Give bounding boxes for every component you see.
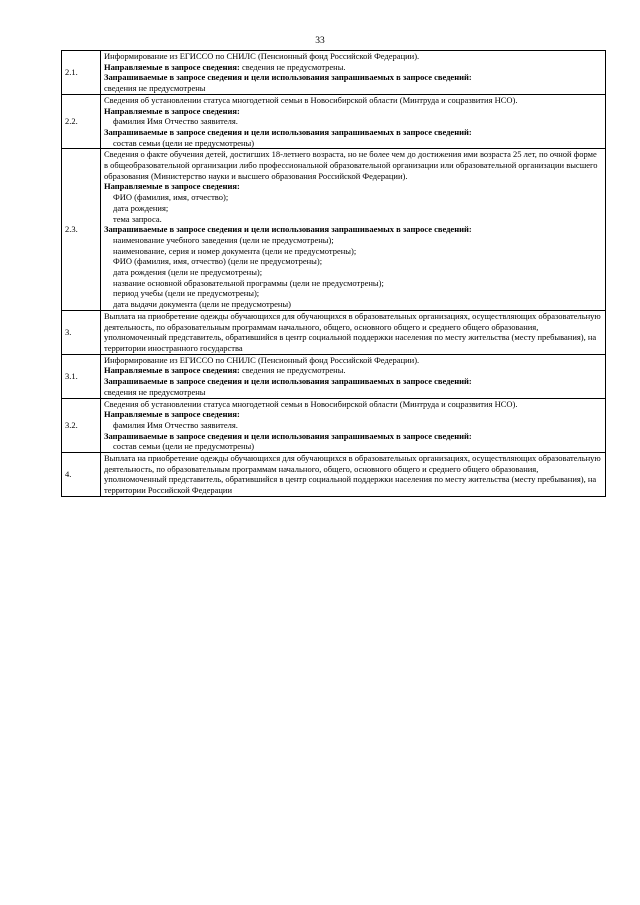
line-text: состав семьи (цели не предусмотрены) <box>113 137 255 148</box>
line-text: Сведения о факте обучения детей, достигших 18-летнего возраста, но не более чем до достижения ими возраста 25 лет, по очной форме в общеобразовательной организации либо профессиональной образовательной организации или образовательной организации высшего образования (Министерство науки и высшего образования Российской Федерации). <box>104 149 598 181</box>
content-line <box>104 106 602 117</box>
content-line <box>104 387 602 398</box>
row-content <box>101 310 606 354</box>
content-line <box>104 62 602 73</box>
content-line <box>104 409 602 420</box>
line-text: наименование, серия и номер документа (цели не предусмотрены); <box>113 245 357 256</box>
row-number: 4. <box>62 453 101 497</box>
content-line <box>104 203 602 214</box>
content-line <box>104 399 602 410</box>
table-row <box>62 354 606 398</box>
line-text: состав семьи (цели не предусмотрены) <box>113 441 255 452</box>
line-text: Сведения об установлении статуса многодетной семьи в Новосибирской области (Минтруда и соцразвития НСО). <box>104 94 518 105</box>
table-row <box>62 398 606 453</box>
line-text: тема запроса. <box>113 213 162 224</box>
content-line <box>104 267 602 278</box>
line-text: наименование учебного заведения (цели не предусмотрены); <box>113 234 334 245</box>
content-line <box>104 149 602 181</box>
content-line <box>104 299 602 310</box>
bold-label: Направляемые в запросе сведения: <box>104 409 240 420</box>
row-content <box>101 398 606 453</box>
content-line <box>104 224 602 235</box>
content-line <box>104 181 602 192</box>
row-number: 2.3. <box>62 149 101 311</box>
row-number: 2.1. <box>62 51 101 95</box>
content-line <box>104 441 602 452</box>
row-number: 2.2. <box>62 94 101 149</box>
content-line <box>104 453 602 496</box>
content-line <box>104 288 602 299</box>
line-text: период учебы (цели не предусмотрены); <box>113 288 260 299</box>
line-text: сведения не предусмотрены. <box>239 365 346 376</box>
content-line <box>104 116 602 127</box>
content-line <box>104 192 602 203</box>
table-row <box>62 51 606 95</box>
table-row <box>62 453 606 497</box>
line-text: Информирование из ЕГИССО по СНИЛС (Пенсионный фонд Российской Федерации). <box>104 51 420 61</box>
row-number: 3. <box>62 310 101 354</box>
content-line <box>104 311 602 354</box>
content-line <box>104 256 602 267</box>
bold-label: Запрашиваемые в запросе сведения и цели использования запрашиваемых в запросе сведений: <box>104 224 472 235</box>
content-line <box>104 246 602 257</box>
content-line <box>104 365 602 376</box>
row-number: 3.1. <box>62 354 101 398</box>
content-line <box>104 83 602 94</box>
line-text: название основной образовательной программы (цели не предусмотрены); <box>113 277 384 288</box>
row-content <box>101 94 606 149</box>
line-text: дата рождения; <box>113 202 169 213</box>
content-line <box>104 355 602 366</box>
content-line <box>104 214 602 225</box>
content-line <box>104 51 602 62</box>
bold-label: Направляемые в запросе сведения: <box>104 181 240 192</box>
content-line <box>104 95 602 106</box>
table-row <box>62 94 606 149</box>
content-line <box>104 72 602 83</box>
bold-label: Направляемые в запросе сведения: <box>104 61 240 72</box>
line-text: Информирование из ЕГИССО по СНИЛС (Пенсионный фонд Российской Федерации). <box>104 354 420 365</box>
content-line <box>104 278 602 289</box>
table-row <box>62 149 606 311</box>
line-text: дата выдачи документа (цели не предусмотрены) <box>113 299 291 310</box>
requirements-table <box>61 50 606 497</box>
table-row <box>62 310 606 354</box>
row-content <box>101 149 606 311</box>
page-number: 33 <box>315 36 325 46</box>
bold-label: Направляемые в запросе сведения: <box>104 105 240 116</box>
bold-label: Запрашиваемые в запросе сведения и цели использования запрашиваемых в запросе сведений: <box>104 430 472 441</box>
content-line <box>104 127 602 138</box>
row-content <box>101 453 606 497</box>
content-line <box>104 431 602 442</box>
line-text: дата рождения (цели не предусмотрены); <box>113 267 263 278</box>
bold-label: Запрашиваемые в запросе сведения и цели использования запрашиваемых в запросе сведений: <box>104 376 472 387</box>
line-text: сведения не предусмотрены <box>104 83 206 94</box>
row-content <box>101 51 606 95</box>
line-text: фамилия Имя Отчество заявителя. <box>113 419 238 430</box>
bold-label: Запрашиваемые в запросе сведения и цели использования запрашиваемых в запросе сведений: <box>104 72 472 83</box>
content-line <box>104 376 602 387</box>
bold-label: Направляемые в запросе сведения: <box>104 365 240 376</box>
line-text: Выплата на приобретение одежды обучающихся для обучающихся в образовательных организациях, осуществляющих образовательную деятельность, по образовательным программам начального, общего, основного общего и среднего общего образования, уполномоченный представитель, обратившийся в центр социальной поддержки населения по месту жительства (месту пребывания), на территории Российской Федерации <box>104 453 601 496</box>
line-text: Выплата на приобретение одежды обучающихся для обучающихся в образовательных организациях, осуществляющих образовательную деятельность, по образовательным программам начального, общего, основного общего и среднего общего образования, уполномоченный представитель, обратившийся в центр социальной поддержки населения по месту жительства (месту пребывания), на территории иностранного государства <box>104 310 601 353</box>
content-line <box>104 235 602 246</box>
line-text: ФИО (фамилия, имя, отчество) (цели не предусмотрены); <box>113 256 323 267</box>
content-line <box>104 138 602 149</box>
row-content <box>101 354 606 398</box>
row-number: 3.2. <box>62 398 101 453</box>
line-text: фамилия Имя Отчество заявителя. <box>113 116 238 127</box>
line-text: сведения не предусмотрены. <box>239 61 346 72</box>
bold-label: Запрашиваемые в запросе сведения и цели использования запрашиваемых в запросе сведений: <box>104 126 472 137</box>
line-text: ФИО (фамилия, имя, отчество); <box>113 192 229 203</box>
content-line <box>104 420 602 431</box>
line-text: Сведения об установлении статуса многодетной семьи в Новосибирской области (Минтруда и соцразвития НСО). <box>104 398 518 409</box>
line-text: сведения не предусмотрены <box>104 386 206 397</box>
